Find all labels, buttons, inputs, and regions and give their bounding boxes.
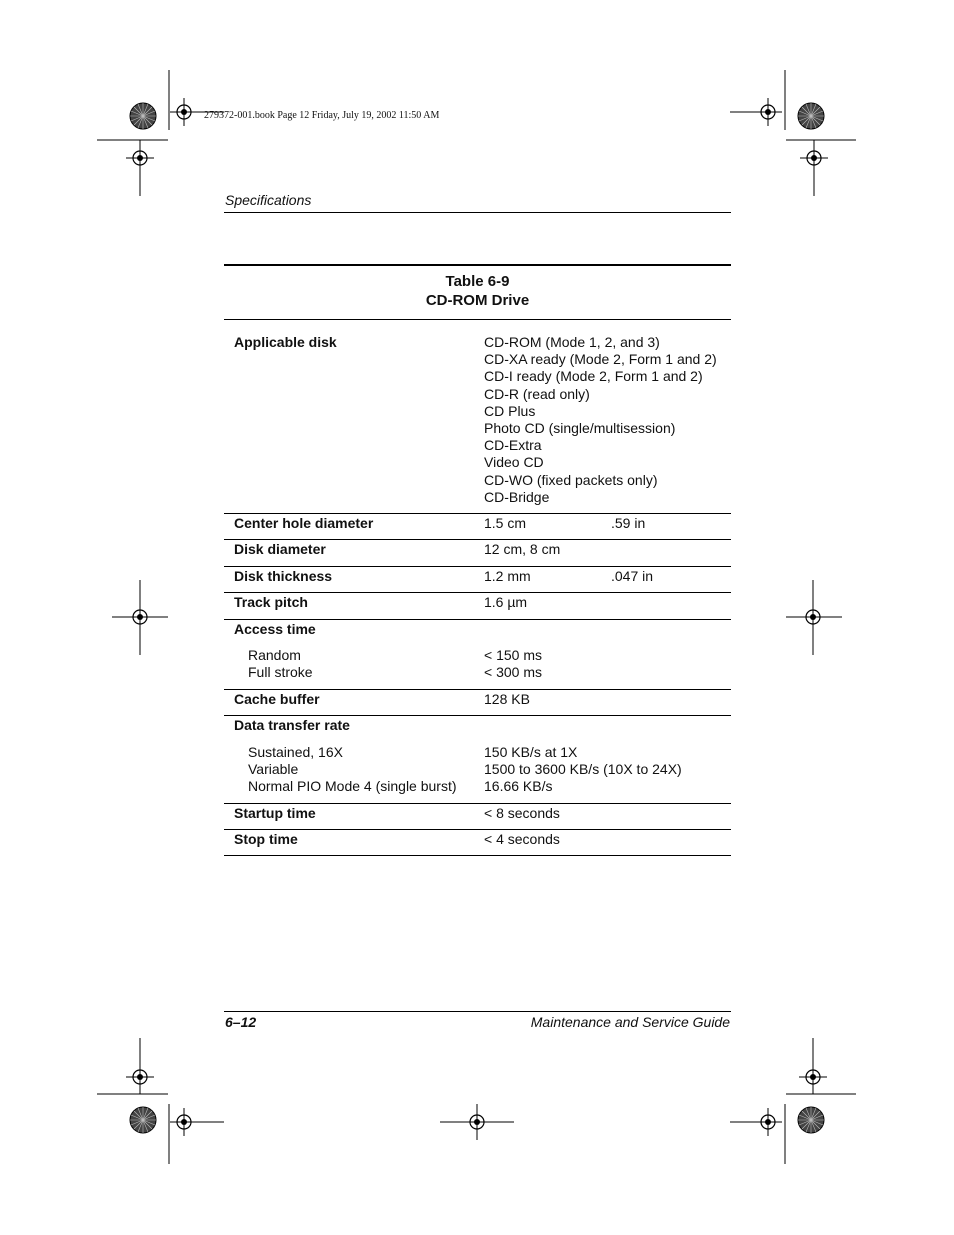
- sub-row-label: Sustained, 16X: [248, 744, 343, 760]
- table-caption: [224, 272, 731, 310]
- sub-row-label: Full stroke: [248, 664, 313, 681]
- track-pitch-value: 1.6 µm: [484, 594, 528, 610]
- list-item: Video CD: [484, 454, 544, 471]
- data-transfer-sublabels: [248, 744, 457, 796]
- table-bottom-rule: [224, 855, 731, 856]
- row-label-stop-time: Stop time: [234, 831, 298, 847]
- registration-star-icon: [798, 1107, 824, 1133]
- row-label-applicable-disk: Applicable disk: [234, 334, 337, 350]
- sub-row-value: < 300 ms: [484, 664, 542, 681]
- footer-rule: [224, 1011, 731, 1012]
- row-divider: [224, 592, 731, 593]
- row-label-cache-buffer: Cache buffer: [234, 691, 320, 707]
- list-item: CD-XA ready (Mode 2, Form 1 and 2): [484, 351, 717, 368]
- row-label-disk-thickness: Disk thickness: [234, 568, 333, 584]
- row-label-center-hole: Center hole diameter: [234, 515, 374, 531]
- table-top-rule: [224, 264, 731, 266]
- list-item: CD-R (read only): [484, 385, 590, 402]
- stop-time-value: < 4 seconds: [484, 831, 560, 847]
- sub-row-value: 150 KB/s at 1X: [484, 744, 578, 760]
- row-divider: [224, 803, 731, 804]
- cache-buffer-value: 128 KB: [484, 691, 530, 707]
- sub-row-value: < 150 ms: [484, 647, 542, 663]
- sub-row-label: Random: [248, 647, 301, 663]
- row-label-data-transfer: Data transfer rate: [234, 717, 350, 733]
- registration-star-icon: [798, 103, 824, 129]
- table-title: CD-ROM Drive: [425, 292, 530, 309]
- row-label-track-pitch: Track pitch: [234, 594, 308, 610]
- list-item: CD-ROM (Mode 1, 2, and 3): [484, 334, 660, 350]
- guide-title: Maintenance and Service Guide: [530, 1014, 730, 1030]
- registration-star-icon: [130, 103, 156, 129]
- list-item: CD-Bridge: [484, 488, 550, 505]
- row-label-access-time: Access time: [234, 621, 316, 637]
- row-divider: [224, 715, 731, 716]
- sub-row-label: Normal PIO Mode 4 (single burst): [248, 778, 457, 795]
- row-divider: [224, 619, 731, 620]
- list-item: CD-I ready (Mode 2, Form 1 and 2): [484, 368, 703, 385]
- row-label-disk-diameter: Disk diameter: [234, 541, 326, 557]
- row-divider: [224, 829, 731, 830]
- disk-diameter-value: 12 cm, 8 cm: [484, 541, 561, 557]
- data-transfer-values: [484, 744, 682, 796]
- applicable-disk-list: [484, 334, 717, 506]
- row-divider: [224, 689, 731, 690]
- header-rule: [224, 212, 731, 213]
- list-item: CD-WO (fixed packets only): [484, 471, 658, 488]
- row-label-startup-time: Startup time: [234, 805, 316, 821]
- row-divider: [224, 539, 731, 540]
- access-time-sublabels: [248, 647, 313, 681]
- list-item: CD-Extra: [484, 437, 542, 454]
- sub-row-value: 16.66 KB/s: [484, 778, 553, 795]
- running-head: Specifications: [225, 192, 312, 208]
- sub-row-value: 1500 to 3600 KB/s (10X to 24X): [484, 761, 682, 778]
- center-hole-metric: 1.5 cm: [484, 515, 527, 531]
- table-header-rule: [224, 319, 731, 320]
- table-number: Table 6-9: [445, 273, 510, 290]
- disk-thickness-us: .047 in: [611, 568, 654, 584]
- startup-time-value: < 8 seconds: [484, 805, 560, 821]
- registration-star-icon: [130, 1107, 156, 1133]
- sub-row-label: Variable: [248, 761, 299, 778]
- list-item: CD Plus: [484, 402, 536, 419]
- list-item: Photo CD (single/multisession): [484, 420, 676, 437]
- page-number: 6–12: [225, 1014, 257, 1030]
- center-hole-us: .59 in: [611, 515, 646, 531]
- row-divider: [224, 566, 731, 567]
- disk-thickness-metric: 1.2 mm: [484, 568, 531, 584]
- book-info-slug: 279372-001.book Page 12 Friday, July 19, 2002 11:50 AM: [204, 110, 440, 121]
- row-divider: [224, 513, 731, 514]
- access-time-values: [484, 647, 542, 681]
